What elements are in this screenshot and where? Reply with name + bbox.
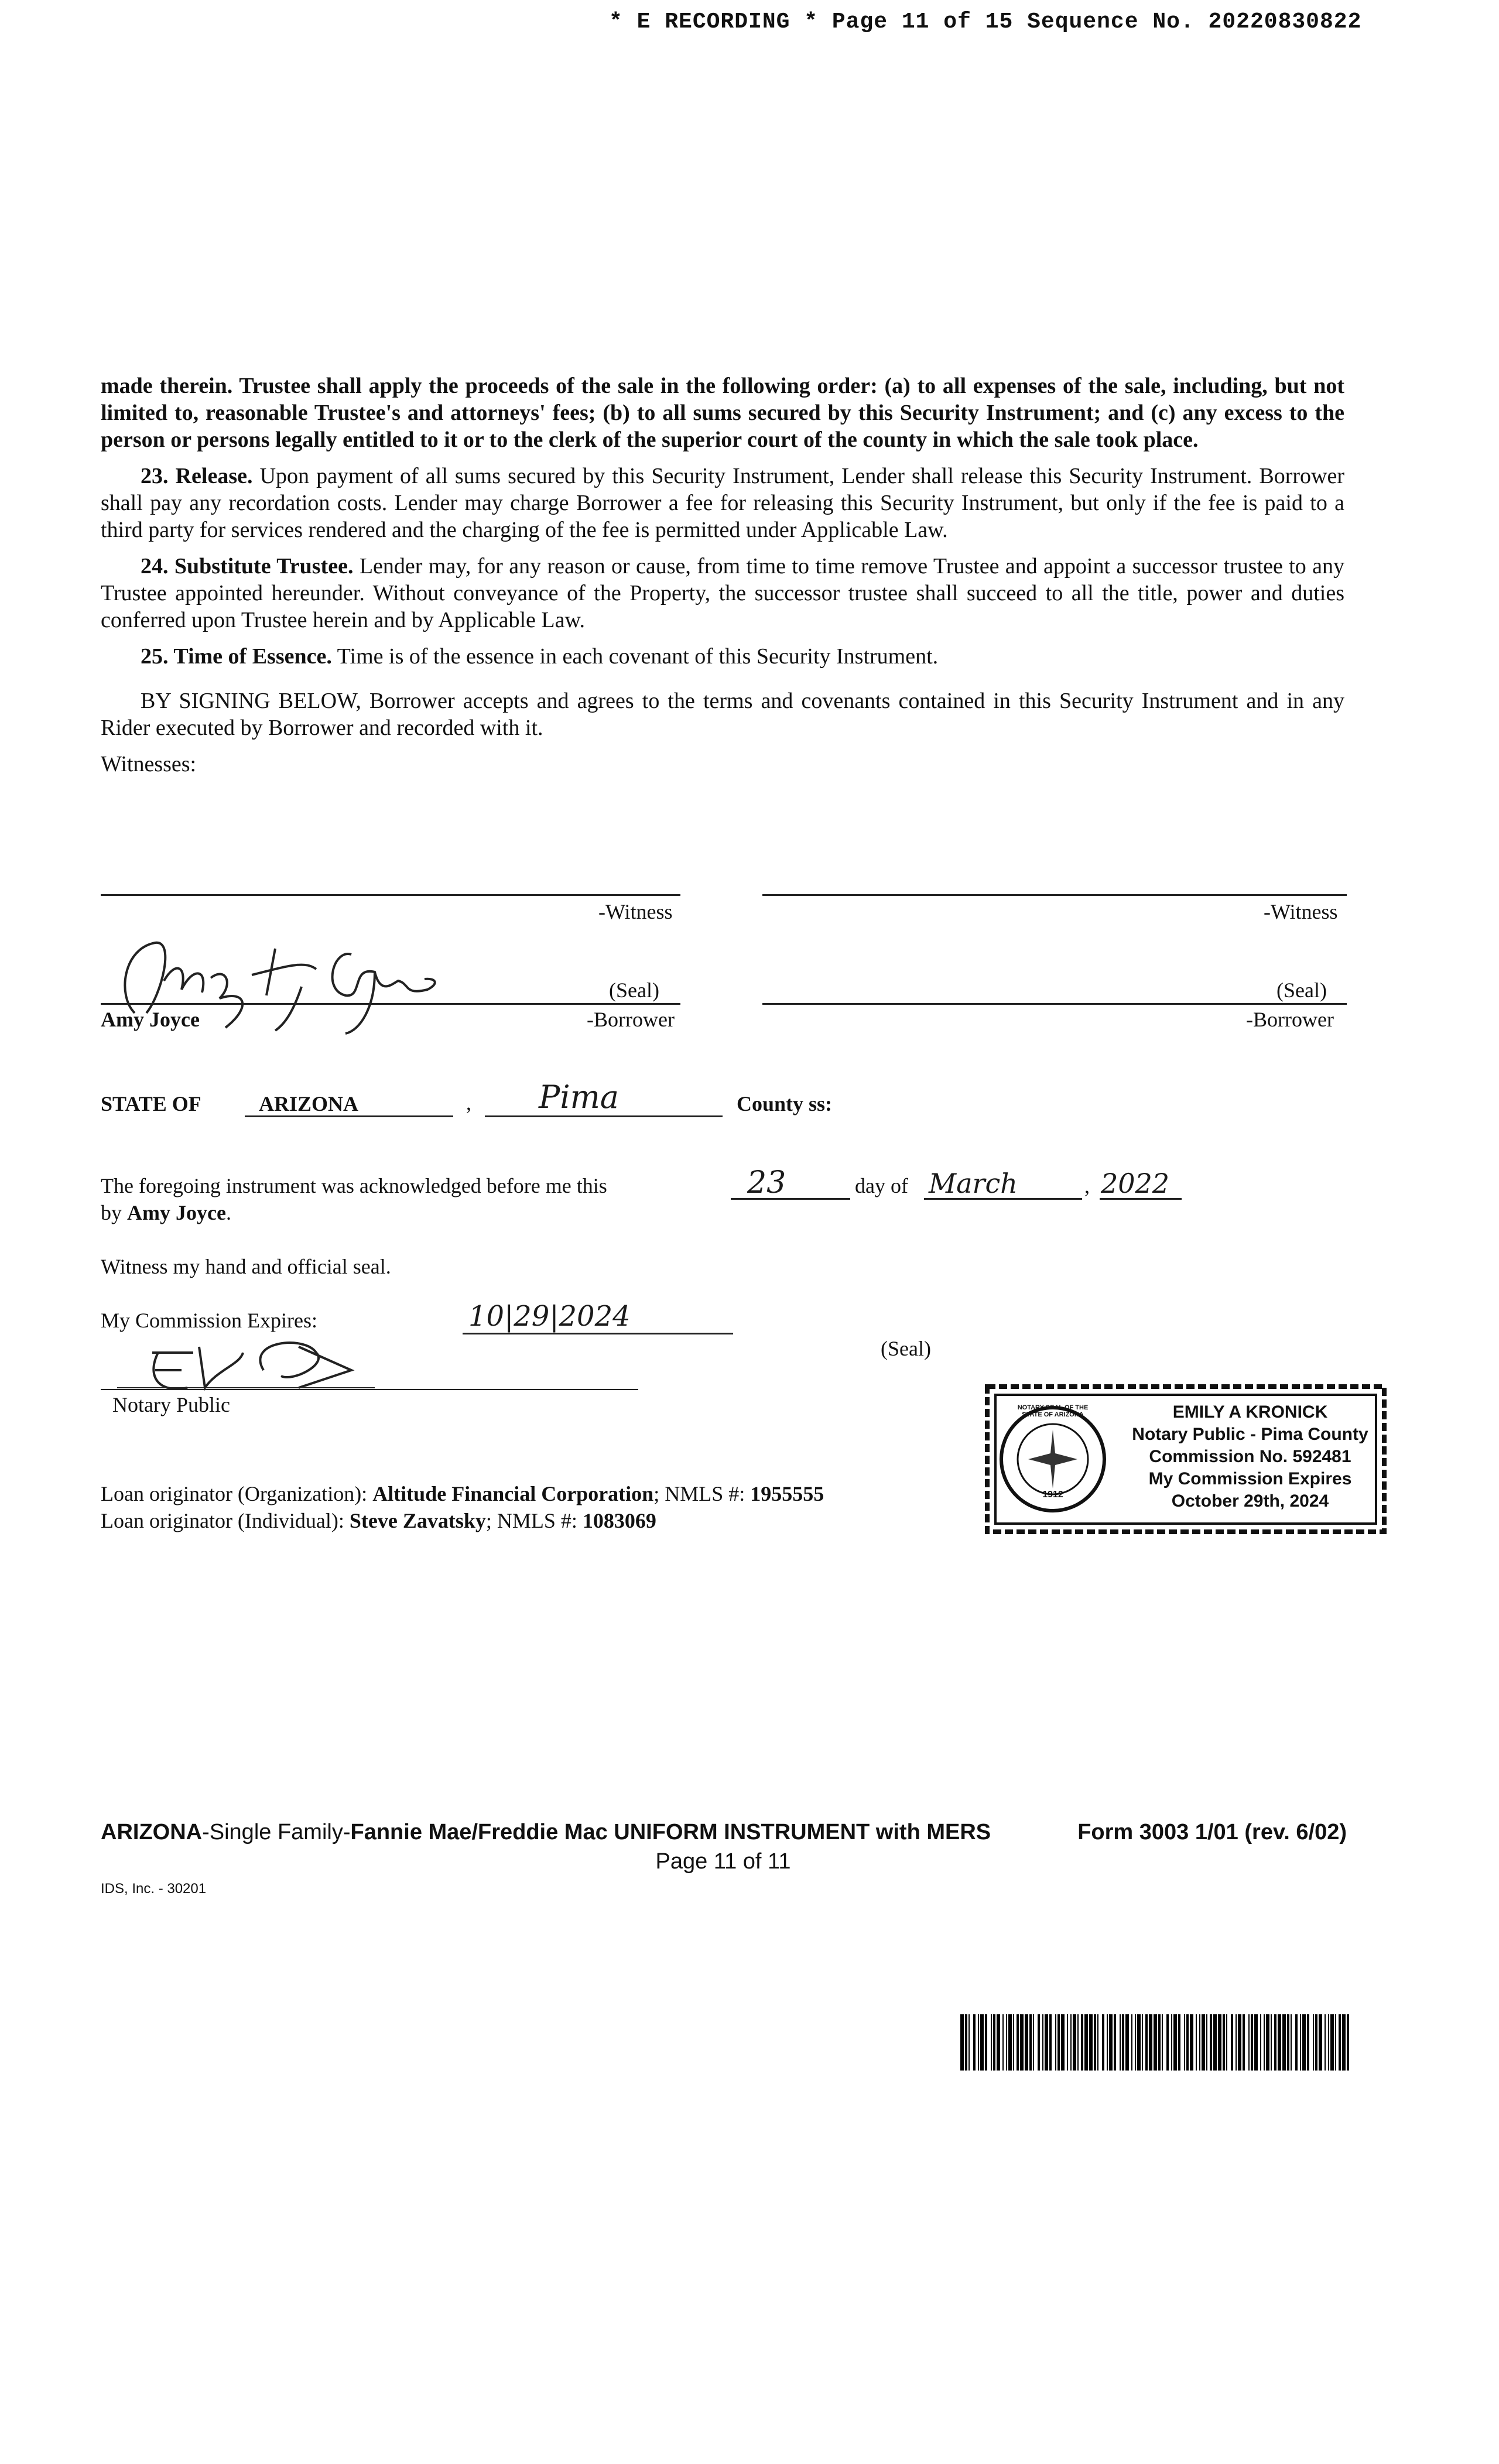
year-handwritten: 2022 xyxy=(1101,1168,1170,1199)
barcode-bar xyxy=(1254,2014,1258,2071)
barcode-bar xyxy=(1238,2014,1241,2071)
org-nmls-label: ; NMLS #: xyxy=(653,1482,751,1505)
barcode-bar xyxy=(1166,2014,1169,2071)
notary-stamp-text xyxy=(1115,1401,1385,1512)
barcode-bar xyxy=(1020,2014,1024,2071)
barcode-bar xyxy=(1266,2014,1269,2071)
barcode-bar xyxy=(1070,2014,1072,2071)
barcode-bar xyxy=(1260,2014,1261,2071)
barcode-bar xyxy=(1264,2014,1265,2071)
footer-state: ARIZONA xyxy=(101,1820,203,1844)
county-label: County ss: xyxy=(737,1092,833,1115)
barcode-bar xyxy=(1274,2014,1276,2071)
time-of-essence-heading: 25. Time of Essence. xyxy=(141,644,332,669)
barcode-bar xyxy=(1248,2014,1250,2071)
barcode-bar xyxy=(1315,2014,1317,2071)
barcode-bar xyxy=(1067,2014,1068,2071)
release-heading: 23. Release. xyxy=(141,464,253,488)
footer-form-number: Form 3003 1/01 (rev. 6/02) xyxy=(1077,1820,1347,1844)
barcode-bar xyxy=(1171,2014,1172,2071)
borrower-label-left: -Borrower xyxy=(587,1008,675,1031)
org-name: Altitude Financial Corporation xyxy=(372,1482,654,1505)
barcode-bar xyxy=(960,2014,964,2071)
barcode-bar xyxy=(1033,2014,1034,2071)
barcode-bar xyxy=(1154,2014,1157,2071)
barcode-bar xyxy=(1077,2014,1079,2071)
day-of-label: day of xyxy=(855,1174,908,1197)
notary-seal-label: (Seal) xyxy=(881,1337,931,1360)
barcode-bar xyxy=(968,2014,970,2071)
barcode-bar xyxy=(1102,2014,1104,2071)
barcode-bar xyxy=(991,2014,992,2071)
witness-label-left: -Witness xyxy=(598,900,673,923)
barcode-bar xyxy=(1190,2014,1193,2071)
barcode-bar xyxy=(1184,2014,1185,2071)
stamp-line2: Notary Public - Pima County xyxy=(1132,1425,1368,1444)
day-handwritten: 23 xyxy=(747,1165,786,1200)
by-prefix: by xyxy=(101,1201,127,1224)
barcode-bar xyxy=(1330,2014,1334,2071)
ind-label: Loan originator (Individual): xyxy=(101,1509,350,1532)
borrower-line-left xyxy=(101,1003,680,1005)
substitute-trustee-paragraph xyxy=(101,553,1344,634)
barcode-bar xyxy=(1120,2014,1121,2071)
loan-originator-organization xyxy=(101,1481,824,1506)
barcode-bar xyxy=(1196,2014,1197,2071)
witnesses-label: Witnesses: xyxy=(101,752,197,776)
county-line xyxy=(485,1115,723,1117)
state-value: ARIZONA xyxy=(259,1092,359,1115)
commission-handwritten: 10|29|2024 xyxy=(468,1300,631,1333)
barcode-bar xyxy=(1282,2014,1286,2071)
time-of-essence-text: Time is of the essence in each covenant of this Security Instrument. xyxy=(331,644,939,669)
commission-line xyxy=(463,1333,733,1334)
barcode-bar xyxy=(980,2014,984,2071)
ind-name: Steve Zavatsky xyxy=(349,1509,486,1532)
barcode-bar xyxy=(1073,2014,1076,2071)
stamp-seal-year: 1912 xyxy=(1042,1490,1063,1500)
witness-label-right: -Witness xyxy=(1264,900,1338,923)
barcode-bar xyxy=(1008,2014,1012,2071)
notary-line xyxy=(101,1389,638,1390)
barcode-bar xyxy=(1213,2014,1217,2071)
release-paragraph xyxy=(101,463,1344,543)
barcode-bar xyxy=(1029,2014,1032,2071)
barcode-bar xyxy=(1300,2014,1301,2071)
barcode-bar xyxy=(1325,2014,1326,2071)
time-of-essence-paragraph xyxy=(101,643,1344,670)
witness-hand-text: Witness my hand and official seal. xyxy=(101,1255,391,1278)
form-footer xyxy=(101,1820,1347,1845)
barcode-bar xyxy=(1236,2014,1237,2071)
barcode-bar xyxy=(1178,2014,1180,2071)
month-comma: , xyxy=(1084,1174,1090,1197)
barcode-bar xyxy=(965,2014,967,2071)
footer-page-number: Page 11 of 11 xyxy=(655,1849,791,1874)
barcode-bar xyxy=(1017,2014,1019,2071)
notary-public-label: Notary Public xyxy=(112,1393,230,1416)
barcode-bar xyxy=(1231,2014,1233,2071)
barcode-bar xyxy=(1302,2014,1306,2071)
barcode xyxy=(960,2014,1349,2071)
barcode-bar xyxy=(1206,2014,1207,2071)
barcode-bar xyxy=(1162,2014,1163,2071)
barcode-bar xyxy=(1089,2014,1093,2071)
barcode-bar xyxy=(1328,2014,1329,2071)
barcode-bar xyxy=(1173,2014,1177,2071)
footer-desc-1: -Single Family- xyxy=(202,1820,351,1844)
barcode-bar xyxy=(1081,2014,1083,2071)
acknowledged-by xyxy=(101,1200,231,1225)
month-handwritten: March xyxy=(929,1168,1018,1199)
stamp-name: EMILY A KRONICK xyxy=(1172,1402,1328,1422)
sale-proceeds-paragraph: made therein. Trustee shall apply the proceeds of the sale in the following order: (a) to all expenses of the sale, including, but not limited to, reasonable Trustee's and attorneys' fees; (b) to all sums secured by this Security Instrument; and (c) any excess to the person or persons legally entitled to it or to the clerk of the superior court of the county in which the sale took place. xyxy=(101,374,1344,452)
release-text: Upon payment of all sums secured by this Security Instrument, Lender shall release this Security Instrument. Borrower shall pay any recordation costs. Lender may charge Borrower a fee for releasing this Security Instrument, but only if the fee is paid to a third party for services rendered and the charging of the fee is permitted under Applicable Law. xyxy=(101,464,1344,542)
footer-desc-2: Fannie Mae/Freddie Mac UNIFORM INSTRUMENT with MERS xyxy=(350,1820,991,1844)
barcode-bar xyxy=(1202,2014,1205,2071)
barcode-bar xyxy=(997,2014,1000,2071)
barcode-bar xyxy=(993,2014,995,2071)
borrower-label-right: -Borrower xyxy=(1246,1008,1334,1031)
barcode-bar xyxy=(973,2014,976,2071)
barcode-bar xyxy=(1142,2014,1143,2071)
barcode-bar xyxy=(1055,2014,1056,2071)
barcode-bar xyxy=(1049,2014,1052,2071)
barcode-bar xyxy=(985,2014,987,2071)
footer-ids: IDS, Inc. - 30201 xyxy=(101,1881,207,1897)
barcode-bar xyxy=(1307,2014,1309,2071)
by-name: Amy Joyce xyxy=(127,1201,226,1224)
barcode-bar xyxy=(1061,2014,1065,2071)
barcode-bar xyxy=(1135,2014,1136,2071)
stamp-line4: My Commission Expires xyxy=(1148,1469,1352,1488)
county-handwritten: Pima xyxy=(539,1079,620,1115)
barcode-bar xyxy=(1145,2014,1148,2071)
stamp-line3: Commission No. 592481 xyxy=(1149,1447,1351,1466)
barcode-bar xyxy=(1002,2014,1004,2071)
ind-nmls-label: ; NMLS #: xyxy=(485,1509,583,1532)
barcode-bar xyxy=(1186,2014,1189,2071)
state-label: STATE OF xyxy=(101,1092,201,1115)
loan-originator-individual xyxy=(101,1508,656,1533)
borrower-name: Amy Joyce xyxy=(101,1008,200,1031)
stamp-line5: October 29th, 2024 xyxy=(1171,1491,1329,1511)
barcode-bar xyxy=(1137,2014,1141,2071)
org-label: Loan originator (Organization): xyxy=(101,1482,373,1505)
document-body xyxy=(101,372,1344,787)
barcode-bar xyxy=(1226,2014,1227,2071)
barcode-bar xyxy=(1122,2014,1124,2071)
barcode-bar xyxy=(1339,2014,1341,2071)
barcode-bar xyxy=(978,2014,979,2071)
barcode-bar xyxy=(1335,2014,1336,2071)
witness-line-right xyxy=(762,894,1347,896)
barcode-bar xyxy=(1291,2014,1292,2071)
barcode-bar xyxy=(1084,2014,1088,2071)
barcode-bar xyxy=(1210,2014,1212,2071)
barcode-bar xyxy=(1045,2014,1048,2071)
barcode-bar xyxy=(1278,2014,1281,2071)
barcode-bar xyxy=(1107,2014,1108,2071)
recording-header: * E RECORDING * Page 11 of 15 Sequence No. 20220830822 xyxy=(609,9,1362,35)
barcode-bar xyxy=(1251,2014,1253,2071)
barcode-bar xyxy=(1342,2014,1346,2071)
barcode-bar xyxy=(1006,2014,1007,2071)
seal-label-right: (Seal) xyxy=(1276,978,1327,1002)
stamp-seal-text: NOTARY SEAL OF THE STATE OF ARIZONA xyxy=(1017,1404,1089,1418)
barcode-bar xyxy=(1131,2014,1132,2071)
commission-label: My Commission Expires: xyxy=(101,1309,318,1332)
substitute-trustee-heading: 24. Substitute Trustee. xyxy=(141,554,354,579)
barcode-bar xyxy=(1057,2014,1060,2071)
barcode-bar xyxy=(1149,2014,1152,2071)
barcode-bar xyxy=(1094,2014,1096,2071)
barcode-bar xyxy=(1223,2014,1225,2071)
barcode-bar xyxy=(1042,2014,1043,2071)
barcode-bar xyxy=(1038,2014,1040,2071)
barcode-bar xyxy=(1158,2014,1161,2071)
barcode-bar xyxy=(1271,2014,1272,2071)
ind-nmls: 1083069 xyxy=(582,1509,656,1532)
foregoing-text: The foregoing instrument was acknowledged before me this xyxy=(101,1174,607,1197)
barcode-bar xyxy=(1125,2014,1129,2071)
barcode-bar xyxy=(1025,2014,1028,2071)
barcode-bar xyxy=(1013,2014,1014,2071)
barcode-bar xyxy=(1295,2014,1298,2071)
barcode-bar xyxy=(1114,2014,1116,2071)
state-comma: , xyxy=(466,1091,471,1114)
barcode-bar xyxy=(1319,2014,1322,2071)
barcode-bar xyxy=(1109,2014,1113,2071)
barcode-bar xyxy=(1218,2014,1221,2071)
borrower-line-right xyxy=(762,1003,1347,1005)
signing-paragraph: BY SIGNING BELOW, Borrower accepts and agrees to the terms and covenants contained in this Security Instrument and in any Rider executed by Borrower and recorded with it. xyxy=(101,689,1344,740)
witness-line-left xyxy=(101,894,680,896)
barcode-bar xyxy=(1097,2014,1098,2071)
seal-label-left: (Seal) xyxy=(609,978,659,1002)
barcode-bar xyxy=(1199,2014,1200,2071)
barcode-bar xyxy=(1313,2014,1314,2071)
by-suffix: . xyxy=(225,1201,231,1224)
org-nmls: 1955555 xyxy=(750,1482,824,1505)
barcode-bar xyxy=(1287,2014,1289,2071)
barcode-bar xyxy=(1347,2014,1349,2071)
substitute-trustee-text: Lender may, for any reason or cause, from time to time remove Trustee and appoint a successor trustee to any Trustee appointed hereunder. Without conveyance of the Property, the successor trustee shall succeed to all the title, power and duties conferred upon Trustee herein and by Applicable Law. xyxy=(101,554,1344,632)
barcode-bar xyxy=(1243,2014,1245,2071)
